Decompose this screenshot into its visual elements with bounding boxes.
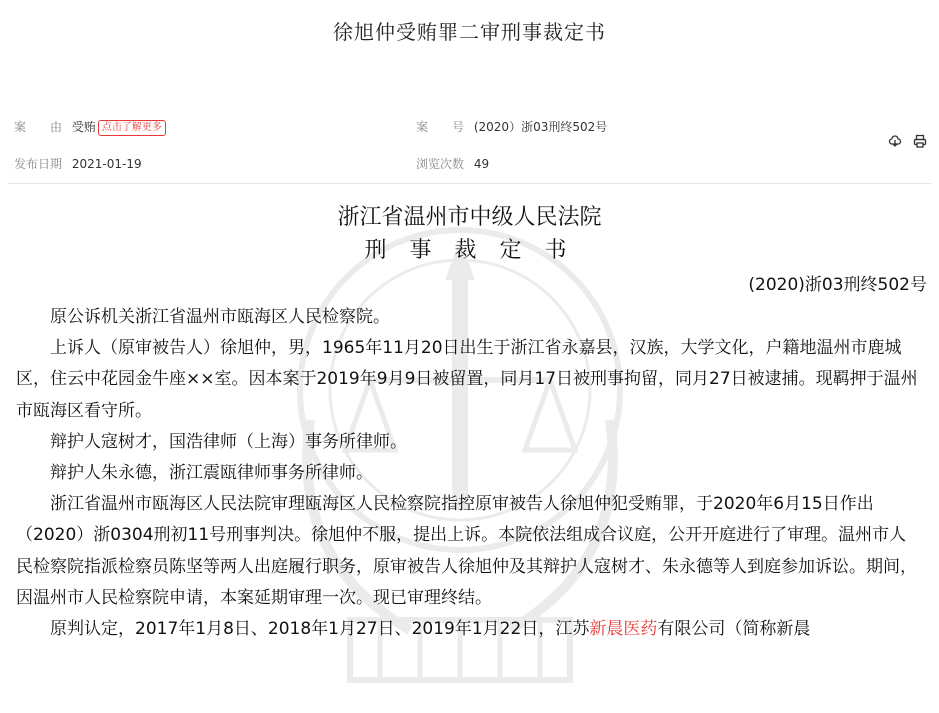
findings-text-start: 原判认定，2017年1月8日、2018年1月27日、2019年1月22日，江苏 [50,619,590,640]
learn-more-tag[interactable]: 点击了解更多 [98,120,166,136]
court-name: 浙江省温州市中级人民法院 [337,205,602,230]
findings-text-end: 有限公司（简称新晨 [657,619,811,640]
view-count-label: 浏览次数 [416,157,465,171]
paragraph-procedure: 浙江省温州市瓯海区人民法院审理瓯海区人民检察院指控原审被告人徐旭仲犯受贿罪，于2020年6月15日作出（2020）浙0304刑初11号刑事判决。徐旭仲不服，提出上诉。本院依法组成合议庭，公开开庭进行了审理。温州市人民检察院指派检察员陈坚等两人出庭履行职务，原审被告人徐旭仲及其辩护人寇树才、朱永德等人到庭参加诉讼。期间，因温州市人民检察院申请，本案延期审理一次。现已审理终结。 [16,494,917,608]
publish-date-row [14,155,142,172]
page-title: 徐旭仲受贿罪二审刑事裁定书 [333,20,606,44]
paragraph-findings [16,614,922,645]
cause-label: 案 由 [14,120,63,134]
header-divider [8,183,931,184]
document-body [16,302,922,645]
company-link[interactable]: 新晨医药 [589,619,658,640]
document-type: 刑 事 裁 定 书 [364,238,575,263]
paragraph-defender-2: 辩护人朱永德，浙江震瓯律师事务所律师。 [50,463,373,484]
print-icon[interactable] [913,134,927,152]
cause-row [14,118,166,136]
download-icon[interactable] [888,134,907,152]
case-number-value: (2020）浙03刑终502号 [473,120,608,134]
publish-date-label: 发布日期 [14,157,63,171]
case-number-label: 案 号 [416,120,465,134]
document-case-number: (2020)浙03刑终502号 [748,275,927,295]
paragraph-prosecutor: 原公诉机关浙江省温州市瓯海区人民检察院。 [50,307,390,327]
view-count-value: 49 [473,157,490,171]
case-number-row [416,118,607,135]
cause-value: 受贿 [71,120,96,134]
publish-date-value: 2021-01-19 [71,157,142,171]
view-count-row [416,155,489,172]
paragraph-appellant: 上诉人（原审被告人）徐旭仲，男，1965年11月20日出生于浙江省永嘉县，汉族，大学文化，户籍地温州市鹿城区，住云中花园金牛座××室。因本案于2019年9月9日被留置，同月17日被刑事拘留，同月27日被逮捕。现羁押于温州市瓯海区看守所。 [16,338,918,421]
paragraph-defender-1: 辩护人寇树才，国浩律师（上海）事务所律师。 [50,431,407,452]
action-icons [882,134,927,152]
